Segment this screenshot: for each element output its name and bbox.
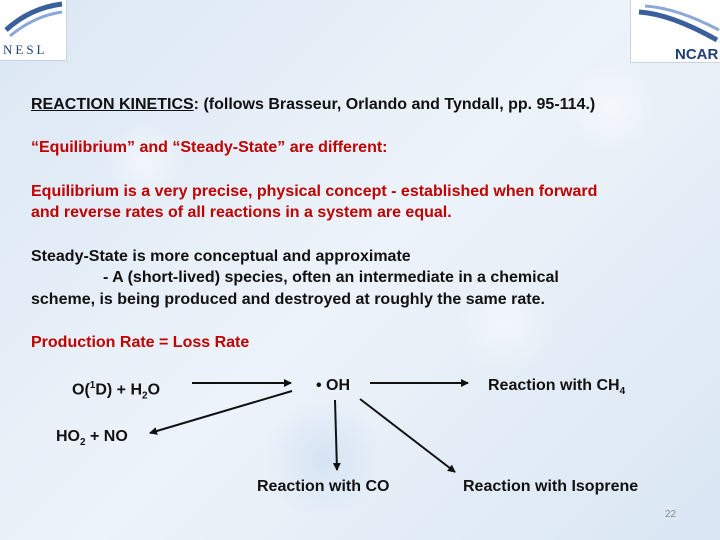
heading-rest: : (follows Brasseur, Orlando and Tyndall, pp. 95-114.) [193, 96, 596, 113]
subheading: “Equilibrium” and “Steady-State” are different: [31, 139, 388, 156]
reaction-isoprene: Reaction with Isoprene [463, 478, 639, 495]
equilibrium-line-1: Equilibrium is a very precise, physical concept - established when forward [31, 183, 598, 200]
source-reaction: $O(^1D) + H_2O$ [72, 380, 161, 402]
arrow-oh-to-isoprene [360, 399, 455, 472]
reaction-ch4: Reaction with $CH_4$ [488, 377, 626, 398]
equilibrium-line-2: and reverse rates of all reactions in a system are equal. [31, 204, 452, 221]
oh-radical: • OH [316, 377, 351, 394]
nesl-logo-text: NESL [3, 42, 48, 57]
rate-equation: Production Rate = Loss Rate [31, 334, 250, 351]
page-number: 22 [665, 509, 677, 520]
arrow-oh-to-co [335, 400, 337, 470]
steady-state-line-3: scheme, is being produced and destroyed at roughly the same rate. [31, 291, 545, 308]
heading-title: REACTION KINETICS [31, 96, 194, 113]
steady-state-line-2: - A (short-lived) species, often an intermediate in a chemical [103, 269, 559, 286]
reaction-co: Reaction with CO [257, 478, 390, 495]
ho2-no: $HO_2$ + NO [56, 428, 128, 449]
ncar-logo-text: NCAR [675, 46, 719, 63]
steady-state-line-1: Steady-State is more conceptual and approximate [31, 248, 411, 265]
arrow-oh-to-ho2 [150, 391, 292, 433]
